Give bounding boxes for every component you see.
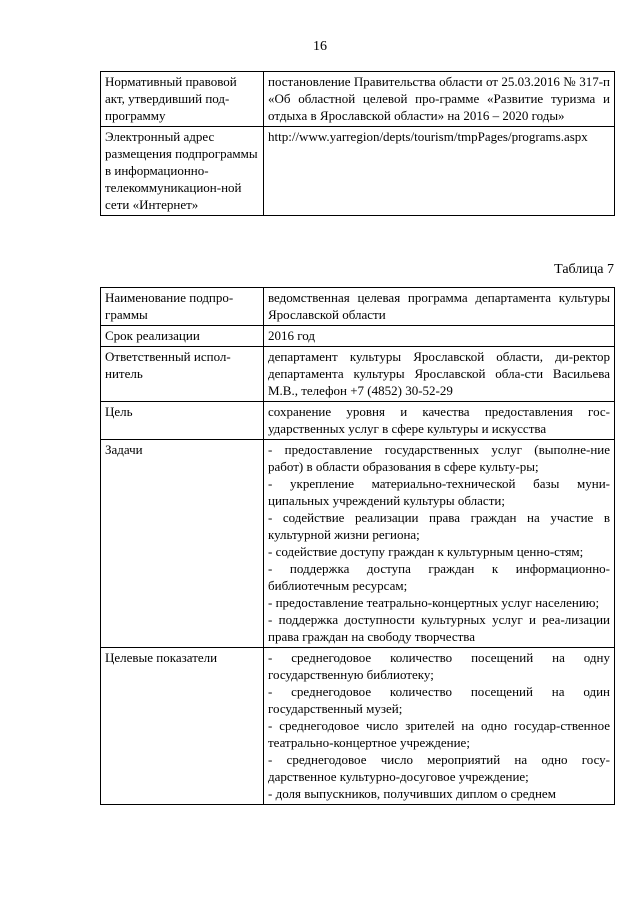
row-label: Ответственный испол-нитель [101, 347, 264, 402]
table-row [101, 402, 615, 440]
row-label: Наименование подпро-граммы [101, 288, 264, 326]
list-item: - среднегодовое число зрителей на одно государ-ственное театрально-концертное учреждение; [268, 718, 610, 750]
indicators-list [264, 648, 615, 805]
subprogram-info-table [100, 71, 615, 216]
list-item: - предоставление государственных услуг (выполне-ние работ) в области образования в сфере культу-ры; [268, 442, 610, 474]
list-item: - среднегодовое число мероприятий на одно госу-дарственное культурно-досуговое учреждение; [268, 752, 610, 784]
row-value: постановление Правительства области от 25.03.2016 № 317-п «Об областной целевой про-грамме «Развитие туризма и отдыха в Ярославской области» на 2016 – 2020 годы» [264, 72, 615, 127]
list-item: - доля выпускников, получивших диплом о среднем [268, 786, 556, 801]
tasks-list [264, 440, 615, 648]
row-label: Нормативный правовой акт, утвердивший под-программу [101, 72, 264, 127]
table-row [101, 72, 615, 127]
row-value: 2016 год [264, 326, 615, 347]
page-number: 16 [313, 39, 327, 54]
tasks-label: Задачи [101, 440, 264, 648]
list-item: - поддержка доступа граждан к информационно-библиотечным ресурсам; [268, 561, 610, 593]
row-label: Электронный адрес размещения подпрограммы в информационно-телекоммуникацион-ной сети «Интернет» [101, 127, 264, 216]
row-label: Цель [101, 402, 264, 440]
table-7 [100, 287, 615, 805]
list-item: - среднегодовое количество посещений на одну государственную библиотеку; [268, 650, 610, 682]
table-row [101, 326, 615, 347]
table-row [101, 347, 615, 402]
row-value: ведомственная целевая программа департамента культуры Ярославской области [264, 288, 615, 326]
list-item: - предоставление театрально-концертных услуг населению; [268, 595, 600, 610]
table-row [101, 440, 615, 648]
row-value: департамент культуры Ярославской области, ди-ректор департамента культуры Ярославской обла-сти Васильева М.В., телефон +7 (4852) 30-52-29 [264, 347, 615, 402]
row-value: сохранение уровня и качества предоставления гос-ударственных услуг в сфере культуры и искусства [264, 402, 615, 440]
list-item: - укрепление материально-технической базы муни-ципальных учреждений культуры области; [268, 476, 610, 508]
table-row [101, 648, 615, 805]
table-row [101, 127, 615, 216]
list-item: - содействие реализации права граждан на участие в культурной жизни региона; [268, 510, 610, 542]
list-item: - содействие доступу граждан к культурным ценно-стям; [268, 544, 584, 559]
indicators-label: Целевые показатели [101, 648, 264, 805]
table-row [101, 288, 615, 326]
row-label: Срок реализации [101, 326, 264, 347]
list-item: - поддержка доступности культурных услуг и реа-лизации права граждан на свободу творчества [268, 612, 610, 644]
table-caption: Таблица 7 [554, 262, 614, 277]
website-link[interactable]: http://www.yarregion/depts/tourism/tmpPages/programs.aspx [264, 127, 615, 216]
list-item: - среднегодовое количество посещений на один государственный музей; [268, 684, 610, 716]
